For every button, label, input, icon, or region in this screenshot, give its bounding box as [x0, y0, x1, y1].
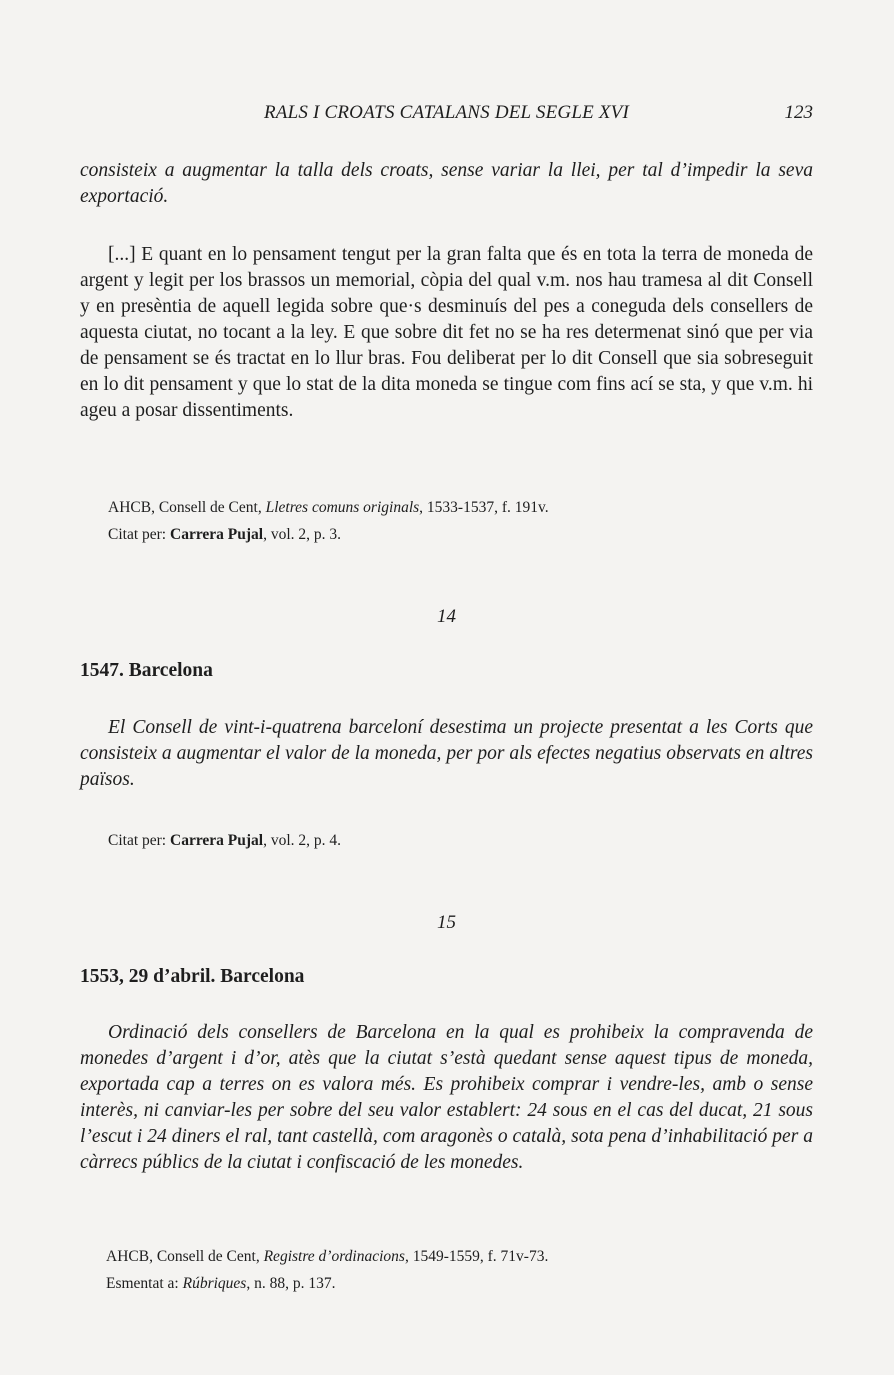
archive-title: Registre d’ordinacions	[263, 1248, 405, 1265]
document-number-15: 15	[437, 912, 456, 933]
cited-author: Carrera Pujal	[170, 832, 264, 849]
noted-title: Rúbriques	[182, 1275, 247, 1292]
archive-reference: AHCB, Consell de Cent, Registre d’ordinacions, 1549-1559, f. 71v-73.	[106, 1248, 549, 1265]
quote-text: [...] E quant en lo pensament tengut per la gran falta que és en tota la terra de moneda de argent y legit per los brassos un memorial, còpia del qual v.m. nos hau tramesa al dit Consell y en presèntia de aquell legida sobre que·s desminuís del pes a coneguda dels consellers de aquesta ciutat, no tocant a la ley. E que sobre dit fet no se ha res determenat sinó que per via de pensament se és tractat en lo llur bras. Fou deliberat per lo dit Consell que sia sobreseguit en lo dit pensament y que lo stat de la dita moneda se tingue com fins ací se sta, y que v.m. hi ageu a posar dissentiments.	[80, 244, 813, 421]
cited-author: Carrera Pujal	[170, 526, 264, 543]
source-note-13	[108, 494, 549, 548]
noted-reference: Esmentat a: Rúbriques, n. 88, p. 137.	[106, 1275, 336, 1292]
quoted-document	[80, 242, 813, 424]
page-number: 123	[784, 102, 813, 123]
document-heading-15: 1553, 29 d’abril. Barcelona	[80, 966, 305, 987]
document-summary-14	[80, 715, 813, 793]
document-summary-15	[80, 1020, 813, 1176]
archive-reference: AHCB, Consell de Cent, Lletres comuns originals, 1533-1537, f. 191v.	[108, 499, 549, 516]
citation-reference: Citat per: Carrera Pujal, vol. 2, p. 4.	[108, 832, 342, 849]
summary-text: El Consell de vint-i-quatrena barceloní desestima un projecte presentat a les Corts que consisteix a augmentar el valor de la moneda, per por als efectes negatius observats en altres països.	[80, 717, 813, 790]
source-note-15	[106, 1243, 548, 1297]
source-note-14	[108, 827, 341, 854]
citation-reference: Citat per: Carrera Pujal, vol. 2, p. 3.	[108, 526, 342, 543]
document-heading-14: 1547. Barcelona	[80, 660, 213, 681]
continued-summary	[80, 158, 813, 210]
document-number-14: 14	[437, 606, 456, 627]
running-title: RALS I CROATS CATALANS DEL SEGLE XVI	[263, 102, 630, 123]
archive-title: Lletres comuns originals	[265, 499, 420, 516]
running-header	[80, 102, 813, 132]
summary-text: Ordinació dels consellers de Barcelona en la qual es prohibeix la compravenda de monedes d’argent i d’or, atès que la ciutat s’està quedant sense aquest tipus de moneda, exportada cap a terres on es valora més. Es prohibeix comprar i vendre-les, amb o sense interès, ni canviar-les per sobre del seu valor establert: 24 sous en el cas del ducat, 21 sous l’escut i 24 diners el ral, tant castellà, com aragonès o català, sota pena d’inhabilitació per a càrrecs públics de la ciutat i confiscació de les monedes.	[80, 1022, 813, 1173]
summary-end-text: consisteix a augmentar la talla dels croats, sense variar la llei, per tal d’impedir la seva exportació.	[80, 160, 813, 207]
